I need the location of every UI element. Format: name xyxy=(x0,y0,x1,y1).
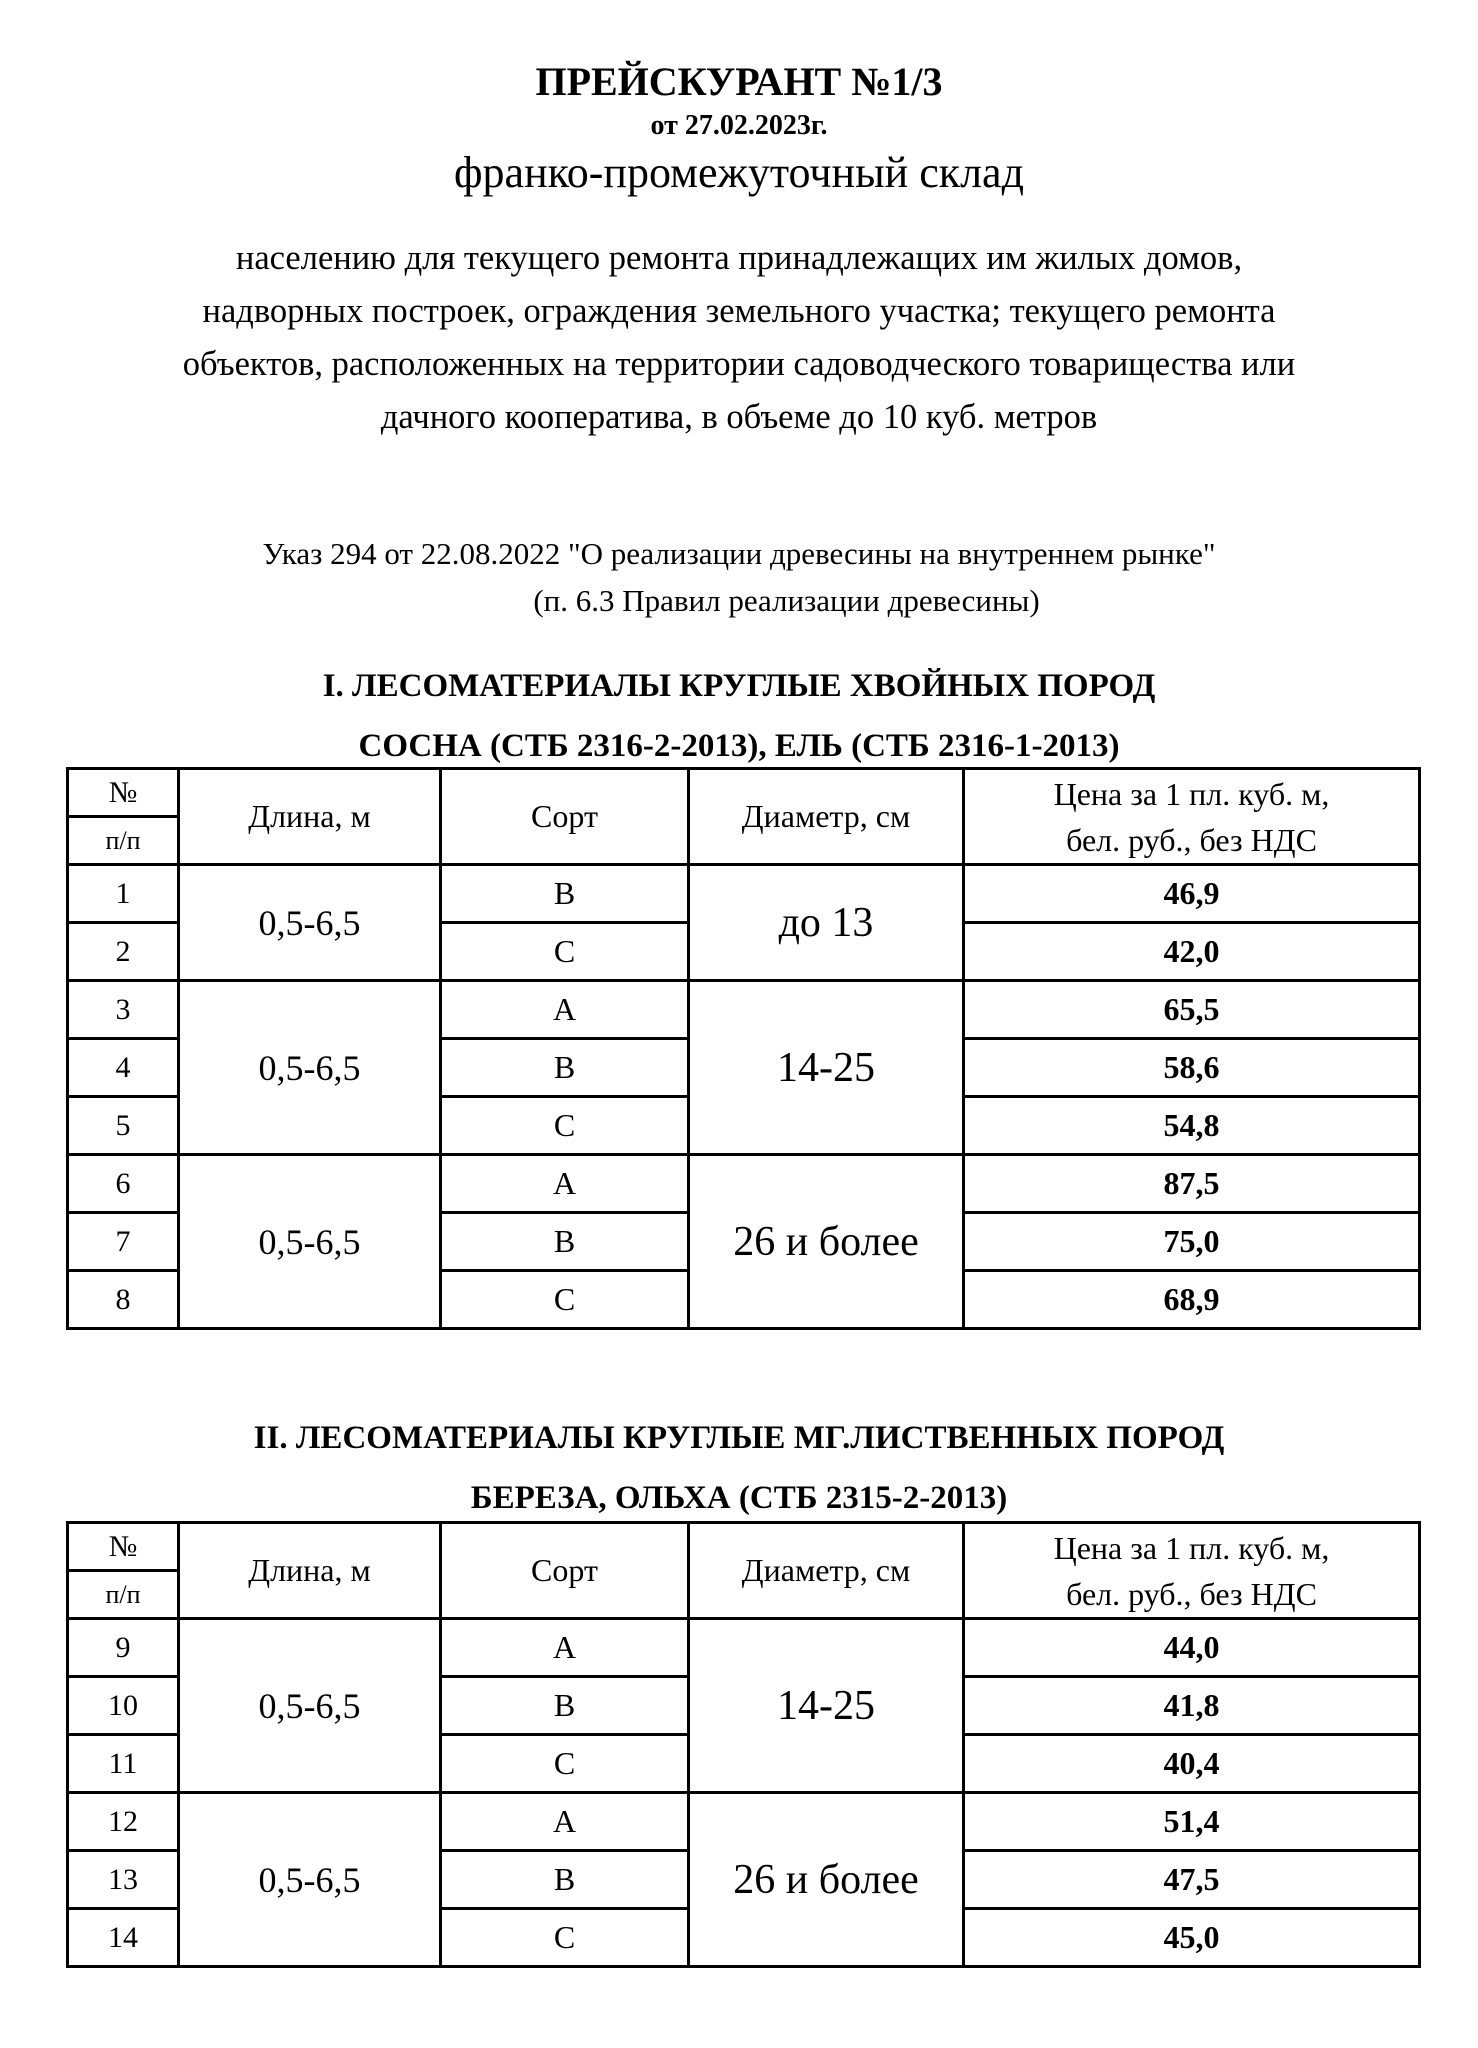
decree-reference xyxy=(0,530,1478,624)
table-row xyxy=(68,1619,1420,1677)
header-price-line1: Цена за 1 пл. куб. м, xyxy=(1053,1529,1330,1566)
row-number: 12 xyxy=(68,1793,179,1851)
length-cell: 0,5-6,5 xyxy=(179,1793,441,1967)
header-no: № xyxy=(68,1523,179,1571)
price-cell: 42,0 xyxy=(964,923,1420,981)
sort-cell: С xyxy=(441,1271,689,1329)
sort-cell: А xyxy=(441,981,689,1039)
row-number: 7 xyxy=(68,1213,179,1271)
header-sort: Сорт xyxy=(441,769,689,865)
price-table-softwood xyxy=(66,767,1421,1330)
warehouse-type: франко-промежуточный склад xyxy=(454,148,1024,197)
price-cell: 45,0 xyxy=(964,1909,1420,1967)
decree-line: Указ 294 от 22.08.2022 "О реализации древесины на внутреннем рынке" xyxy=(262,536,1216,571)
price-cell: 41,8 xyxy=(964,1677,1420,1735)
sort-cell: В xyxy=(441,865,689,923)
decree-line: (п. 6.3 Правил реализации древесины) xyxy=(533,583,1040,618)
price-cell: 47,5 xyxy=(964,1851,1420,1909)
header-diameter: Диаметр, см xyxy=(689,1523,964,1619)
diameter-cell: 14-25 xyxy=(689,1619,964,1793)
header-price xyxy=(964,769,1420,865)
sort-cell: В xyxy=(441,1039,689,1097)
header-price xyxy=(964,1523,1420,1619)
row-number: 6 xyxy=(68,1155,179,1213)
diameter-cell: 26 и более xyxy=(689,1793,964,1967)
header-no-sub: п/п xyxy=(68,1571,179,1619)
diameter-cell: до 13 xyxy=(689,865,964,981)
header-price-line2: бел. руб., без НДС xyxy=(1066,1575,1317,1612)
section1-title-line2: СОСНА (СТБ 2316-2-2013), ЕЛЬ (СТБ 2316-1-2013) xyxy=(358,728,1120,764)
row-number: 4 xyxy=(68,1039,179,1097)
price-cell: 44,0 xyxy=(964,1619,1420,1677)
price-cell: 46,9 xyxy=(964,865,1420,923)
document-title: ПРЕЙСКУРАНТ №1/3 xyxy=(535,59,943,104)
header-no-sub: п/п xyxy=(68,817,179,865)
section2-title xyxy=(0,1408,1478,1528)
table-row xyxy=(68,981,1420,1039)
section2-title-line2: БЕРЕЗА, ОЛЬХА (СТБ 2315-2-2013) xyxy=(470,1480,1008,1516)
header-no: № xyxy=(68,769,179,817)
row-number: 1 xyxy=(68,865,179,923)
row-number: 13 xyxy=(68,1851,179,1909)
table-row xyxy=(68,1155,1420,1213)
sort-cell: С xyxy=(441,923,689,981)
section1-title-line1: I. ЛЕСОМАТЕРИАЛЫ КРУГЛЫЕ ХВОЙНЫХ ПОРОД xyxy=(322,668,1156,704)
row-number: 5 xyxy=(68,1097,179,1155)
price-cell: 58,6 xyxy=(964,1039,1420,1097)
header-price-line1: Цена за 1 пл. куб. м, xyxy=(1053,775,1330,812)
section2-title-line1: II. ЛЕСОМАТЕРИАЛЫ КРУГЛЫЕ МГ.ЛИСТВЕННЫХ ПОРОД xyxy=(253,1420,1225,1456)
length-cell: 0,5-6,5 xyxy=(179,1155,441,1329)
document-date: от 27.02.2023г. xyxy=(650,110,828,141)
sort-cell: С xyxy=(441,1097,689,1155)
price-cell: 54,8 xyxy=(964,1097,1420,1155)
sort-cell: В xyxy=(441,1851,689,1909)
sort-cell: С xyxy=(441,1735,689,1793)
length-cell: 0,5-6,5 xyxy=(179,981,441,1155)
header-length: Длина, м xyxy=(179,1523,441,1619)
row-number: 11 xyxy=(68,1735,179,1793)
audience-line: объектов, расположенных на территории садоводческого товарищества или xyxy=(182,345,1296,383)
diameter-cell: 14-25 xyxy=(689,981,964,1155)
price-cell: 51,4 xyxy=(964,1793,1420,1851)
header-diameter: Диаметр, см xyxy=(689,769,964,865)
row-number: 3 xyxy=(68,981,179,1039)
price-cell: 40,4 xyxy=(964,1735,1420,1793)
audience-description xyxy=(0,232,1478,444)
audience-line: надворных построек, ограждения земельного участка; текущего ремонта xyxy=(202,292,1276,330)
price-cell: 75,0 xyxy=(964,1213,1420,1271)
length-cell: 0,5-6,5 xyxy=(179,1619,441,1793)
length-cell: 0,5-6,5 xyxy=(179,865,441,981)
row-number: 14 xyxy=(68,1909,179,1967)
price-table-hardwood xyxy=(66,1521,1421,1968)
header-price-line2: бел. руб., без НДС xyxy=(1066,821,1317,858)
price-cell: 87,5 xyxy=(964,1155,1420,1213)
row-number: 10 xyxy=(68,1677,179,1735)
table-row xyxy=(68,865,1420,923)
audience-line: дачного кооператива, в объеме до 10 куб. метров xyxy=(380,398,1098,436)
row-number: 2 xyxy=(68,923,179,981)
header-length: Длина, м xyxy=(179,769,441,865)
header-sort: Сорт xyxy=(441,1523,689,1619)
price-cell: 65,5 xyxy=(964,981,1420,1039)
sort-cell: В xyxy=(441,1213,689,1271)
section1-title xyxy=(0,656,1478,776)
table-row xyxy=(68,1793,1420,1851)
audience-line: населению для текущего ремонта принадлежащих им жилых домов, xyxy=(235,239,1243,277)
sort-cell: А xyxy=(441,1793,689,1851)
sort-cell: С xyxy=(441,1909,689,1967)
diameter-cell: 26 и более xyxy=(689,1155,964,1329)
row-number: 9 xyxy=(68,1619,179,1677)
sort-cell: А xyxy=(441,1619,689,1677)
sort-cell: В xyxy=(441,1677,689,1735)
sort-cell: А xyxy=(441,1155,689,1213)
price-cell: 68,9 xyxy=(964,1271,1420,1329)
row-number: 8 xyxy=(68,1271,179,1329)
